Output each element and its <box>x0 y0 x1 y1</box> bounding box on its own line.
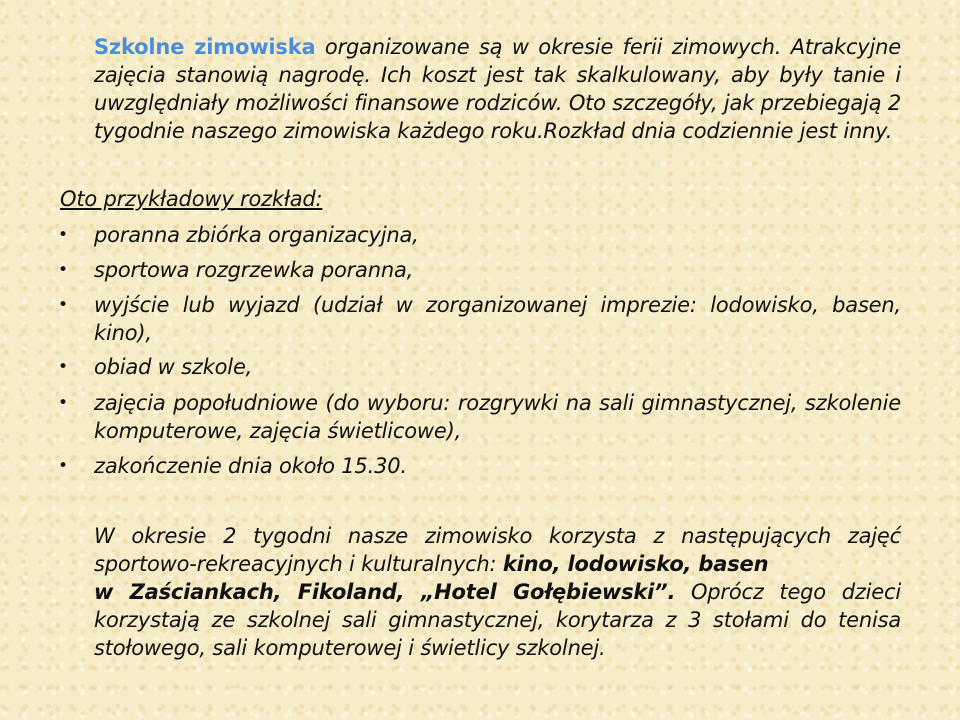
list-item-text: sportowa rozgrzewka poranna, <box>94 258 414 282</box>
outro-text-2: Oprócz tego dzieci korzystają ze szkolnej sali gimnastycznej, korytarza z 3 stołami do tenisa stołowego, sali komputerowej i świetlicy szkolnej. <box>94 580 901 660</box>
schedule-heading: Oto przykładowy rozkład: <box>60 187 323 211</box>
bullet-icon: • <box>58 260 68 280</box>
outro-bold-places: w Zaściankach, Fikoland, „Hotel Gołębiewski”. <box>94 580 676 604</box>
list-item-text: zajęcia popołudniowe (do wyboru: rozgrywki na sali gimnastycznej, szkolenie komputerowe, zajęcia świetlicowe), <box>94 391 901 443</box>
intro-text: organizowane są w okresie ferii zimowych. Atrakcyjne zajęcia stanowią nagrodę. Ich koszt jest tak skalkulowany, aby były tanie i uwzględniały możliwości finansowe rodziców. Oto szczegóły, jak przebiegają 2 tygodnie naszego zimowiska każdego roku.Rozkład dnia codziennie jest inny. <box>94 35 901 143</box>
list-item-text: zakończenie dnia około 15.30. <box>94 454 407 478</box>
list-item-text: wyjście lub wyjazd (udział w zorganizowanej imprezie: lodowisko, basen, kino), <box>94 293 901 345</box>
bullet-icon: • <box>58 225 68 245</box>
bullet-icon: • <box>58 295 68 315</box>
bullet-icon: • <box>58 393 68 413</box>
list-item <box>58 221 901 249</box>
bullet-icon: • <box>58 357 68 377</box>
list-item-text: obiad w szkole, <box>94 355 253 379</box>
intro-paragraph <box>94 33 901 145</box>
list-item <box>58 452 901 480</box>
outro-paragraph <box>94 522 901 662</box>
list-item-text: poranna zbiórka organizacyjna, <box>94 223 419 247</box>
list-item <box>58 353 901 381</box>
outro-text-1: W okresie 2 tygodni nasze zimowisko korzysta z następujących zajęć sportowo-rekreacyjnych i kulturalnych: <box>94 524 901 576</box>
intro-title: Szkolne zimowiska <box>94 35 316 59</box>
list-item <box>58 389 901 445</box>
list-item <box>58 256 901 284</box>
bullet-icon: • <box>58 456 68 476</box>
outro-bold-venues: kino, lodowisko, basen <box>502 552 769 576</box>
list-item <box>58 291 901 347</box>
